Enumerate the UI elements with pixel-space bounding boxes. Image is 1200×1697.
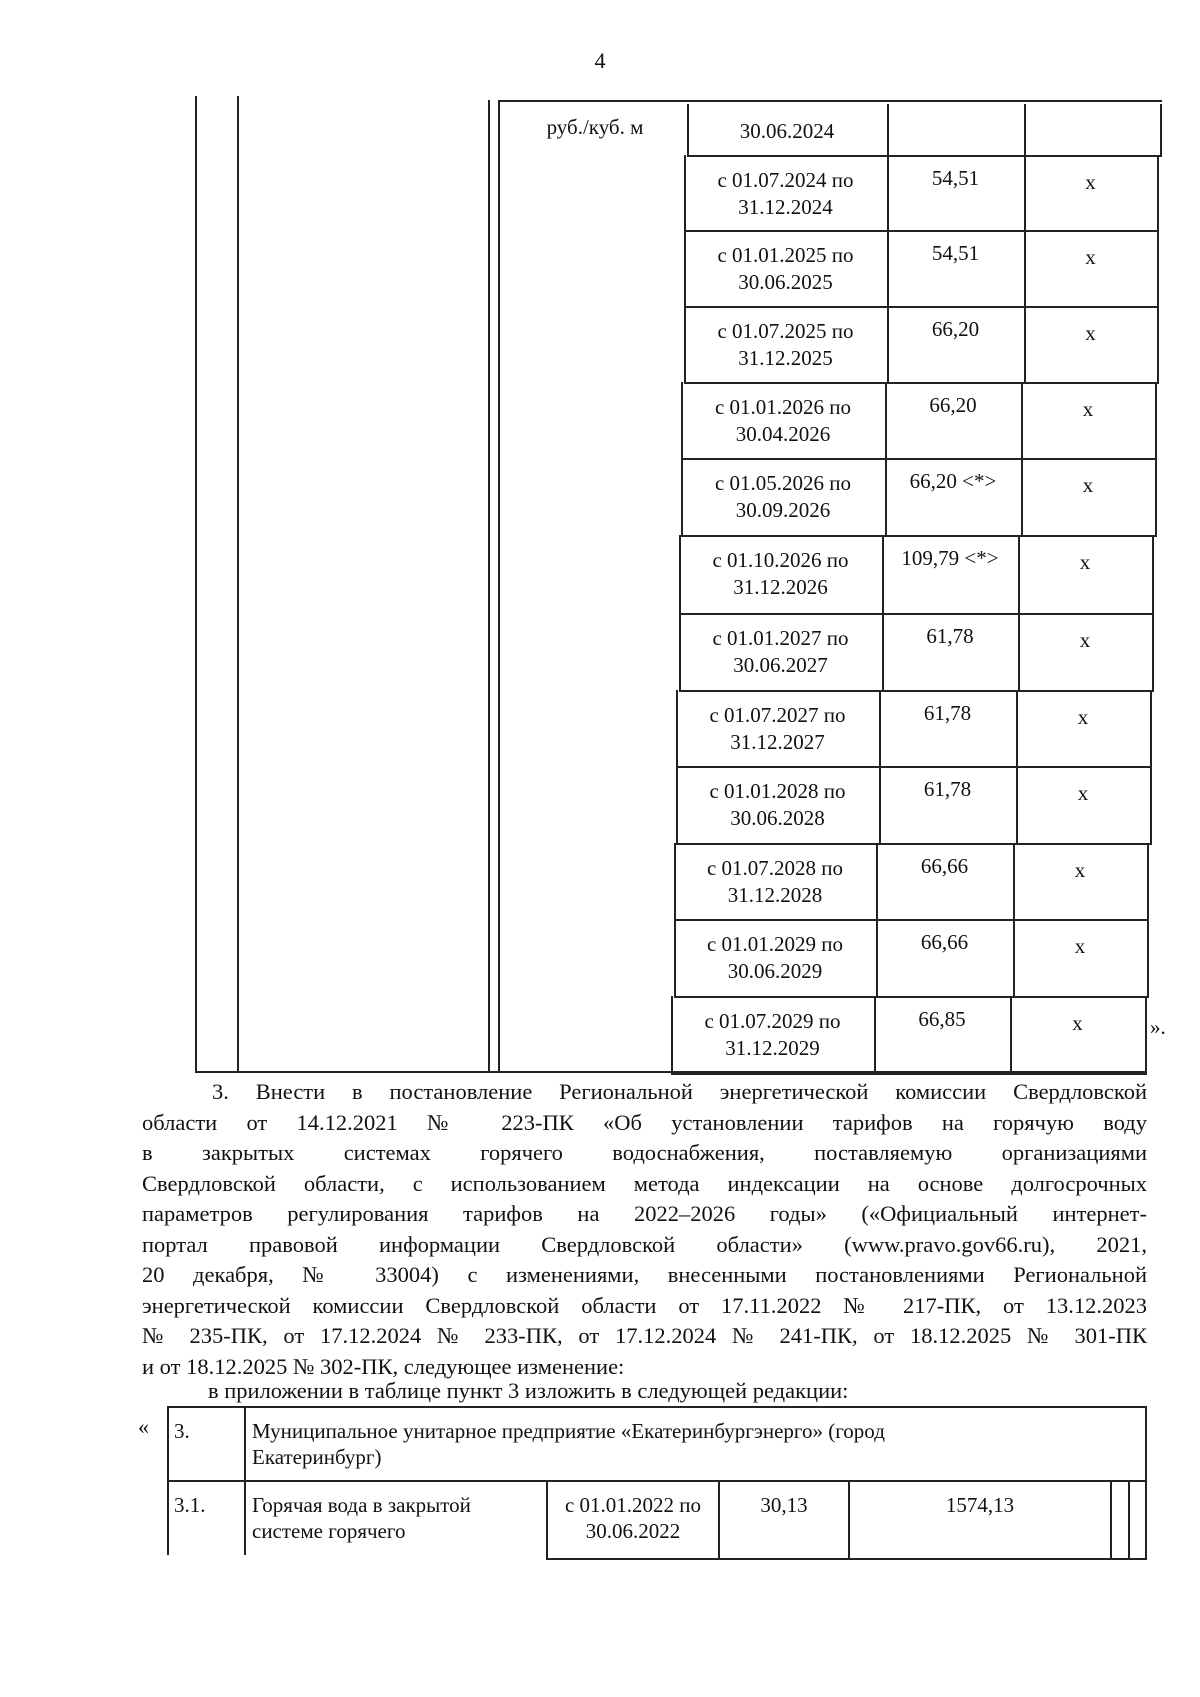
mark-cell: x — [1085, 245, 1096, 269]
value-cell: 66,20 <*> — [909, 469, 997, 493]
table-border — [167, 1406, 1146, 1408]
value-cell: 66,66 — [920, 930, 969, 954]
period-cell: с 01.07.2024 по 31.12.2024 — [717, 168, 854, 219]
table-border — [684, 306, 686, 382]
closing-quote: ». — [1150, 1015, 1166, 1039]
service-name: Горячая вода в закрытой системе горячего — [252, 1493, 471, 1543]
table-border — [679, 613, 681, 690]
table-border — [1150, 690, 1152, 766]
mark-cell: x — [1074, 858, 1086, 882]
table-border — [684, 230, 686, 306]
period-cell: с 01.01.2029 по 30.06.2029 — [706, 932, 844, 983]
table-border — [684, 306, 1159, 308]
mark-cell: x — [1079, 550, 1091, 574]
table-border — [167, 1480, 1146, 1482]
table-border — [674, 996, 1149, 998]
paragraph-line: параметров регулирования тарифов на 2022–2026 годы» («Официальный интернет- — [142, 1201, 1147, 1226]
period-cell: с 01.01.2027 по 30.06.2027 — [712, 626, 849, 677]
period-cell: с 01.07.2027 по 31.12.2027 — [709, 703, 846, 754]
page-number: 4 — [594, 48, 606, 73]
table-border — [1145, 1406, 1147, 1560]
period-cell: с 01.05.2026 по 30.09.2026 — [714, 471, 852, 522]
mark-cell: x — [1085, 321, 1096, 345]
table-border — [1145, 996, 1147, 1073]
table-border — [679, 535, 681, 613]
table-border — [237, 96, 239, 1073]
table-border — [1152, 613, 1154, 690]
table-border — [498, 100, 500, 1071]
paragraph-line: 3. Внести в постановление Региональной энергетической комиссии Свердловской — [212, 1079, 1147, 1104]
table-border — [1024, 104, 1026, 155]
organization-name: Муниципальное унитарное предприятие «Екатеринбургэнерго» (город Екатеринбург) — [252, 1419, 885, 1469]
table-border — [244, 1406, 246, 1555]
period-cell: с 01.10.2026 по 31.12.2026 — [712, 548, 849, 599]
table-border — [687, 104, 689, 155]
mark-cell: x — [1077, 705, 1089, 729]
row-number: 3. — [174, 1419, 190, 1443]
table-border — [1147, 843, 1149, 919]
value-cell: 66,85 — [918, 1007, 966, 1031]
table-border — [167, 1406, 169, 1555]
period-cell: с 01.07.2028 по 31.12.2028 — [706, 856, 844, 907]
row-number: 3.1. — [174, 1493, 206, 1517]
value-cell: 54,51 — [931, 241, 980, 265]
unit-cell: руб./куб. м — [546, 115, 644, 139]
table-border — [681, 382, 683, 458]
table-border — [1157, 155, 1159, 230]
period-cell: с 01.01.2028 по 30.06.2028 — [709, 779, 846, 830]
table-border — [1150, 766, 1152, 843]
table-border — [676, 843, 1152, 845]
table-border — [1128, 1480, 1130, 1560]
paragraph-line: 20 декабря, № 33004) с изменениями, внесенными постановлениями Региональной — [142, 1262, 1147, 1287]
table-border — [681, 458, 683, 535]
mark-cell: x — [1072, 1011, 1083, 1035]
mark-cell: x — [1074, 934, 1086, 958]
table-border — [684, 155, 686, 230]
table-border — [681, 458, 1157, 460]
paragraph-line: области от 14.12.2021 № 223-ПК «Об установлении тарифов на горячую воду — [142, 1109, 1147, 1135]
mark-cell: x — [1077, 781, 1089, 805]
table-border — [676, 766, 1152, 768]
mark-cell: x — [1085, 170, 1096, 194]
table-border — [684, 382, 1159, 384]
paragraph-line: энергетической комиссии Свердловской области от 17.11.2022 № 217-ПК, от 13.12.2023 — [142, 1292, 1147, 1318]
period-cell: с 01.07.2029 по 31.12.2029 — [704, 1009, 841, 1060]
table-border — [1147, 919, 1149, 996]
table-border — [1155, 458, 1157, 535]
table-border — [1110, 1480, 1112, 1560]
paragraph-line: в закрытых системах горячего водоснабжения, поставляемую организациями — [142, 1140, 1147, 1165]
value-cell: 61,78 — [923, 701, 972, 725]
table-border — [676, 766, 678, 843]
mark-cell: x — [1082, 397, 1094, 421]
paragraph-line: № 235-ПК, от 17.12.2024 № 233-ПК, от 17.12.2024 № 241-ПК, от 18.12.2025 № 301-ПК — [142, 1323, 1147, 1348]
paragraph-3 — [142, 1077, 1147, 1382]
table-border — [687, 155, 1162, 157]
mark-cell: x — [1082, 473, 1094, 497]
period-cell: с 01.01.2026 по 30.04.2026 — [714, 395, 852, 446]
period-cell: 30.06.2024 — [739, 119, 835, 143]
table-border — [679, 690, 1154, 692]
value-cell: 66,20 — [931, 317, 980, 341]
table-border — [195, 96, 197, 1073]
table-border — [679, 613, 1154, 615]
table-border — [674, 919, 676, 996]
table-border — [1155, 382, 1157, 458]
mark-cell: x — [1079, 628, 1091, 652]
table-border — [1152, 535, 1154, 613]
value-cell: 61,78 — [926, 624, 974, 648]
table-border — [1157, 306, 1159, 382]
table-border — [684, 230, 1159, 232]
table-border — [674, 919, 1149, 921]
value-cell: 54,51 — [931, 166, 980, 190]
period: с 01.01.2022 по 30.06.2022 — [564, 1493, 702, 1543]
table-border — [671, 1073, 1147, 1075]
table-border — [887, 104, 889, 155]
paragraph-line: и от 18.12.2025 № 302-ПК, следующее изменение: — [142, 1353, 625, 1379]
period-cell: с 01.07.2025 по 31.12.2025 — [717, 319, 854, 370]
table-border — [681, 535, 1157, 537]
table-border — [676, 690, 678, 766]
table-border — [498, 100, 1162, 102]
value-cell: 66,66 — [920, 854, 969, 878]
paragraph-line: портал правовой информации Свердловской области» (www.pravo.gov66.ru), 2021, — [142, 1231, 1147, 1257]
value-cell: 61,78 — [923, 777, 972, 801]
paragraph-line: Свердловской области, с использованием метода индексации на основе долгосрочных — [142, 1170, 1147, 1196]
value-cell: 109,79 <*> — [901, 546, 999, 570]
table-border — [546, 1558, 1146, 1560]
table-border — [1157, 230, 1159, 306]
table-border — [674, 843, 676, 919]
open-quote: « — [138, 1414, 149, 1439]
value: 30,13 — [760, 1493, 808, 1517]
value-cell: 66,20 — [929, 393, 977, 417]
intro-line: в приложении в таблице пункт 3 изложить в следующей редакции: — [208, 1378, 849, 1403]
table-border — [488, 100, 490, 1073]
value: 1574,13 — [945, 1493, 1015, 1517]
table-border — [1160, 104, 1162, 155]
period-cell: с 01.01.2025 по 30.06.2025 — [717, 243, 854, 294]
table-border — [671, 996, 673, 1073]
